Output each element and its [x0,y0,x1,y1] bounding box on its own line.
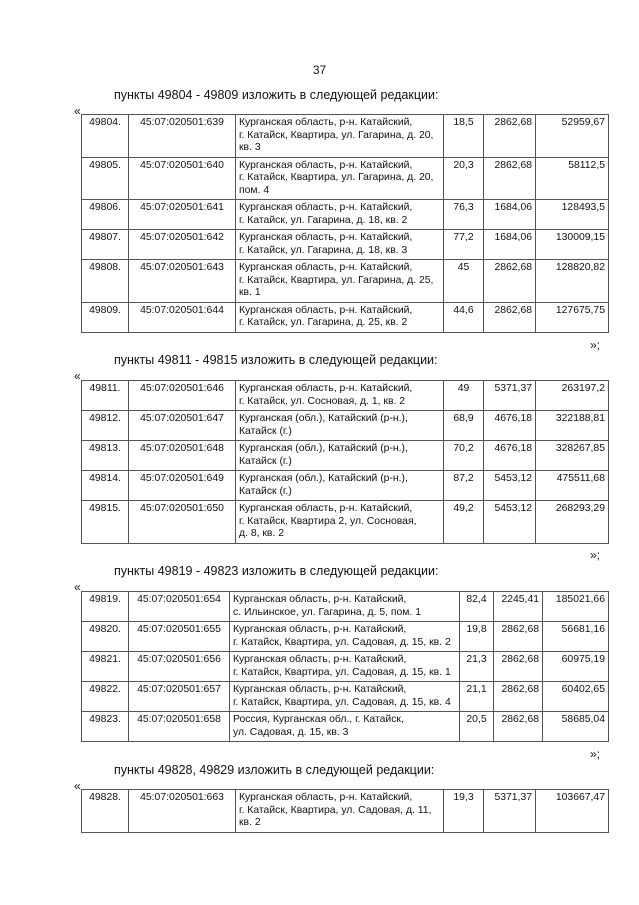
rate-cell: 2862,68 [494,652,543,682]
item-number-cell: 49806. [82,200,129,230]
address-cell [230,712,460,742]
area-cell: 49 [444,381,484,411]
address-cell [236,381,444,411]
rate-cell: 1684,06 [484,200,536,230]
rate-cell: 2862,68 [494,622,543,652]
value-cell: 56681,16 [543,622,609,652]
item-number-cell: 49807. [82,230,129,260]
item-number-cell: 49820. [82,622,129,652]
address-cell [236,441,444,471]
section-1-open-quote: « [74,104,81,118]
area-cell: 18,5 [444,115,484,158]
address-line: г. Катайск, ул. Гагарина, д. 18, кв. 3 [239,244,408,256]
address-cell [230,592,460,622]
area-cell: 20,5 [460,712,494,742]
section-1-table [81,114,609,333]
area-cell: 70,2 [444,441,484,471]
cadastral-number-cell: 45:07:020501:656 [129,652,230,682]
item-number-cell: 49822. [82,682,129,712]
address-line: г. Катайск, ул. Гагарина, д. 18, кв. 2 [239,214,408,226]
address-line: Курганская область, р-н. Катайский, [233,654,407,665]
address-cell [230,682,460,712]
cadastral-number-cell: 45:07:020501:654 [129,592,230,622]
table-row [82,411,609,441]
item-number-cell: 49813. [82,441,129,471]
address-line: Катайск (г.) [239,485,292,497]
table-row [82,712,609,742]
address-line: Курганская область, р-н. Катайский, [233,624,407,635]
rate-cell: 2862,68 [484,302,536,332]
rate-cell: 2862,68 [484,115,536,158]
address-line: Курганская область, р-н. Катайский, [239,117,413,128]
table-row [82,157,609,200]
cadastral-number-cell: 45:07:020501:641 [129,200,236,230]
section-3-table [81,591,609,742]
section-2-close-quote: »; [590,548,601,562]
value-cell: 52959,67 [536,115,609,158]
value-cell: 263197,2 [536,381,609,411]
address-line: Курганская область, р-н. Катайский, [239,202,413,213]
table-row [82,441,609,471]
rate-cell: 5371,37 [484,790,536,833]
table-row [82,471,609,501]
rate-cell: 5453,12 [484,501,536,544]
area-cell: 21,3 [460,652,494,682]
area-cell: 44,6 [444,302,484,332]
address-cell [230,622,460,652]
item-number-cell: 49815. [82,501,129,544]
cadastral-number-cell: 45:07:020501:655 [129,622,230,652]
area-cell: 68,9 [444,411,484,441]
table-row [82,790,609,833]
address-line: г. Катайск, Квартира, ул. Гагарина, д. 25, [239,274,434,286]
rate-cell: 4676,18 [484,441,536,471]
address-line: Россия, Курганская обл., г. Катайск, [233,714,404,725]
address-cell [236,501,444,544]
rate-cell: 2862,68 [494,712,543,742]
area-cell: 19,3 [444,790,484,833]
address-line: кв. 2 [239,817,261,828]
table-row [82,230,609,260]
section-3-close-quote: »; [590,747,601,761]
address-line: Курганская область, р-н. Катайский, [239,159,413,171]
rate-cell: 2245,41 [494,592,543,622]
item-number-cell: 49812. [82,411,129,441]
section-4-table [81,789,609,833]
address-cell [236,260,444,303]
section-4-open-quote: « [74,779,81,793]
address-cell [236,302,444,332]
item-number-cell: 49814. [82,471,129,501]
address-line: г. Катайск, Квартира, ул. Садовая, д. 15, кв. 2 [233,636,451,648]
address-line: г. Катайск, Квартира, ул. Садовая, д. 11, [239,804,432,816]
table-row [82,501,609,544]
value-cell: 322188,81 [536,411,609,441]
value-cell: 58685,04 [543,712,609,742]
item-number-cell: 49821. [82,652,129,682]
area-cell: 19,8 [460,622,494,652]
value-cell: 130009,15 [536,230,609,260]
value-cell: 127675,75 [536,302,609,332]
rate-cell: 4676,18 [484,411,536,441]
item-number-cell: 49805. [82,157,129,200]
value-cell: 128493,5 [536,200,609,230]
cadastral-number-cell: 45:07:020501:663 [129,790,236,833]
value-cell: 103667,47 [536,790,609,833]
table-row [82,652,609,682]
table-row [82,381,609,411]
value-cell: 60402,65 [543,682,609,712]
address-line: г. Катайск, Квартира 2, ул. Сосновая, [239,515,417,527]
rate-cell: 5453,12 [484,471,536,501]
address-line: с. Ильинское, ул. Гагарина, д. 5, пом. 1 [233,606,421,618]
table-row [82,200,609,230]
cadastral-number-cell: 45:07:020501:647 [129,411,236,441]
address-line: Курганская область, р-н. Катайский, [233,594,407,605]
area-cell: 49,2 [444,501,484,544]
area-cell: 20,3 [444,157,484,200]
rate-cell: 2862,68 [484,157,536,200]
section-3-intro: пункты 49819 - 49823 изложить в следующей редакции: [114,564,439,578]
address-line: д. 8, кв. 2 [239,528,285,539]
table-row [82,115,609,158]
address-line: Курганская область, р-н. Катайский, [239,503,413,514]
area-cell: 21,1 [460,682,494,712]
item-number-cell: 49804. [82,115,129,158]
address-line: г. Катайск, Квартира, ул. Гагарина, д. 20, [239,129,434,141]
item-number-cell: 49809. [82,302,129,332]
address-line: Катайск (г.) [239,425,292,437]
area-cell: 45 [444,260,484,303]
item-number-cell: 49808. [82,260,129,303]
table-row [82,302,609,332]
address-line: г. Катайск, Квартира, ул. Садовая, д. 15, кв. 4 [233,696,451,708]
rate-cell: 5371,37 [484,381,536,411]
value-cell: 58112,5 [536,157,609,200]
area-cell: 87,2 [444,471,484,501]
item-number-cell: 49811. [82,381,129,411]
address-line: Курганская область, р-н. Катайский, [239,304,413,316]
cadastral-number-cell: 45:07:020501:644 [129,302,236,332]
address-line: кв. 1 [239,287,261,298]
cadastral-number-cell: 45:07:020501:639 [129,115,236,158]
value-cell: 268293,29 [536,501,609,544]
address-line: пом. 4 [239,184,270,196]
address-line: г. Катайск, Квартира, ул. Гагарина, д. 20, [239,172,434,183]
item-number-cell: 49823. [82,712,129,742]
address-line: Курганская (обл.), Катайский (р-н.), [239,443,408,454]
address-cell [236,230,444,260]
page-number: 37 [312,63,327,77]
address-cell [236,471,444,501]
address-line: ул. Садовая, д. 15, кв. 3 [233,726,349,738]
value-cell: 328267,85 [536,441,609,471]
value-cell: 475511,68 [536,471,609,501]
address-line: г. Катайск, ул. Гагарина, д. 25, кв. 2 [239,317,408,328]
section-2-open-quote: « [74,369,81,383]
address-line: Курганская область, р-н. Катайский, [233,684,407,695]
table-row [82,260,609,303]
area-cell: 82,4 [460,592,494,622]
cadastral-number-cell: 45:07:020501:649 [129,471,236,501]
item-number-cell: 49819. [82,592,129,622]
section-2-table [81,380,609,544]
section-3-open-quote: « [74,580,81,594]
cadastral-number-cell: 45:07:020501:640 [129,157,236,200]
cadastral-number-cell: 45:07:020501:648 [129,441,236,471]
section-2-intro: пункты 49811 - 49815 изложить в следующей редакции: [114,353,438,367]
address-line: Курганская область, р-н. Катайский, [239,262,413,273]
section-1-intro: пункты 49804 - 49809 изложить в следующей редакции: [114,88,439,102]
item-number-cell: 49828. [82,790,129,833]
address-line: Курганская область, р-н. Катайский, [239,383,413,394]
cadastral-number-cell: 45:07:020501:650 [129,501,236,544]
address-line: Курганская область, р-н. Катайский, [239,792,413,803]
address-line: Катайск (г.) [239,455,292,467]
address-cell [236,157,444,200]
address-cell [236,411,444,441]
cadastral-number-cell: 45:07:020501:646 [129,381,236,411]
value-cell: 185021,66 [543,592,609,622]
section-1-close-quote: »; [590,338,601,352]
rate-cell: 2862,68 [484,260,536,303]
address-line: Курганская (обл.), Катайский (р-н.), [239,473,408,484]
address-cell [236,200,444,230]
area-cell: 76,3 [444,200,484,230]
rate-cell: 2862,68 [494,682,543,712]
area-cell: 77,2 [444,230,484,260]
cadastral-number-cell: 45:07:020501:658 [129,712,230,742]
table-row [82,592,609,622]
value-cell: 128820,82 [536,260,609,303]
address-line: г. Катайск, ул. Сосновая, д. 1, кв. 2 [239,395,406,407]
cadastral-number-cell: 45:07:020501:643 [129,260,236,303]
cadastral-number-cell: 45:07:020501:642 [129,230,236,260]
table-row [82,682,609,712]
value-cell: 60975,19 [543,652,609,682]
rate-cell: 1684,06 [484,230,536,260]
address-line: г. Катайск, Квартира, ул. Садовая, д. 15, кв. 1 [233,666,451,678]
table-row [82,622,609,652]
address-cell [230,652,460,682]
address-cell [236,790,444,833]
address-cell [236,115,444,158]
address-line: кв. 3 [239,142,261,153]
cadastral-number-cell: 45:07:020501:657 [129,682,230,712]
section-4-intro: пункты 49828, 49829 изложить в следующей редакции: [114,763,435,777]
address-line: Курганская область, р-н. Катайский, [239,232,413,243]
address-line: Курганская (обл.), Катайский (р-н.), [239,413,408,424]
